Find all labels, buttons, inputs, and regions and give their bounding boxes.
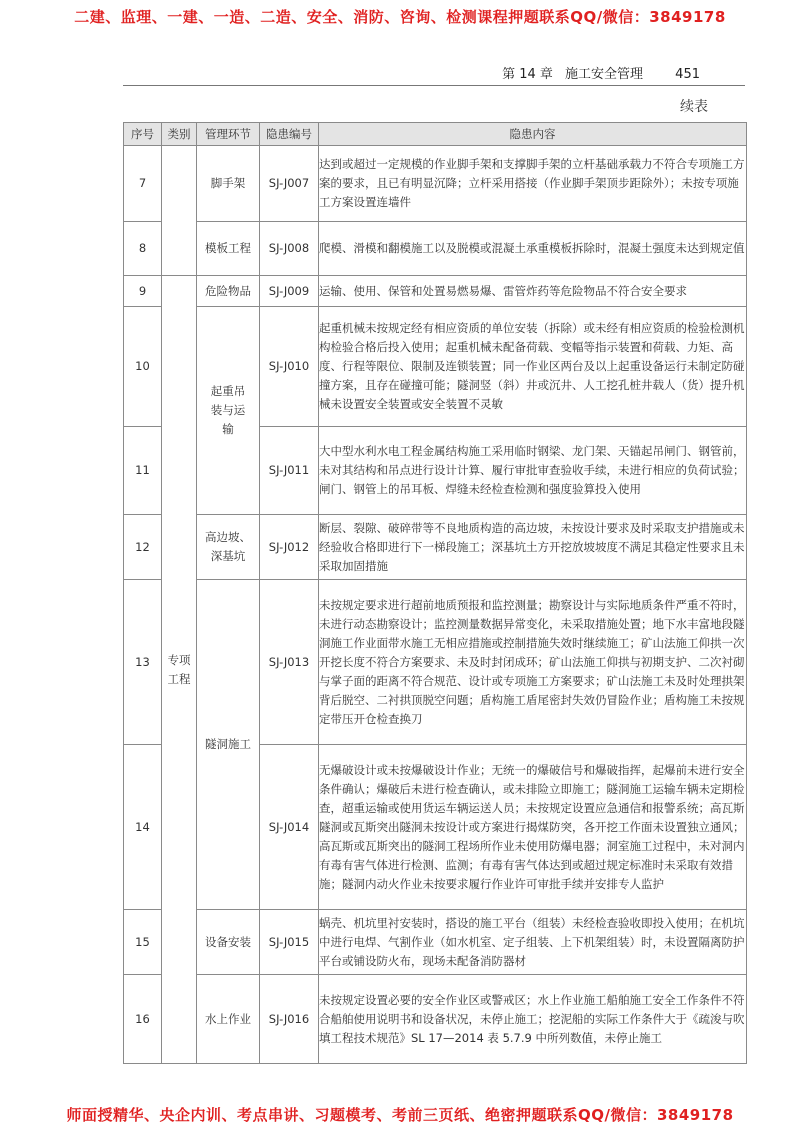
header-category: 类别 [162, 123, 197, 146]
row-code: SJ-J010 [260, 307, 319, 427]
row-content: 起重机械未按规定经有相应资质的单位安装（拆除）或未经有相应资质的检验检测机构检验合格后投入使用；起重机械未配备荷载、变幅等指示装置和荷载、力矩、高度、行程等限位、限制及连锁装置；同一作业区两台及以上起重设备运行未制定防碰撞方案，且存在碰撞可能；隧洞竖（斜）井或沉井、人工挖孔桩井载人（货）提升机械未设置安全装置或安全装置不灵敏 [319, 307, 747, 427]
row-code: SJ-J014 [260, 745, 319, 910]
row-code: SJ-J015 [260, 910, 319, 975]
row-no: 16 [124, 975, 162, 1064]
row-stage: 模板工程 [197, 222, 260, 276]
row-stage: 设备安装 [197, 910, 260, 975]
table-row [124, 307, 747, 427]
row-content: 断层、裂隙、破碎带等不良地质构造的高边坡，未按设计要求及时采取支护措施或未经验收合格即进行下一梯段施工；深基坑土方开挖放坡坡度不满足其稳定性要求且未采取加固措施 [319, 515, 747, 580]
chapter-topic: 施工安全管理 [565, 67, 644, 82]
row-code: SJ-J011 [260, 427, 319, 515]
row-no: 7 [124, 146, 162, 222]
table-row [124, 222, 747, 276]
row-content: 未按规定要求进行超前地质预报和监控测量；勘察设计与实际地质条件严重不符时，未进行动态勘察设计；监控测量数据异常变化，未采取措施处置；地下水丰富地段隧洞施工作业面带水施工无相应措施或控制措施失效时继续施工；矿山法施工仰拱一次开挖长度不符合方案要求、未及时封闭成环；矿山法施工仰拱与初期支护、二次衬砌与掌子面的距离不符合规范、设计或专项施工方案要求；矿山法施工未及时处理拱架背后脱空、二衬拱顶脱空问题；盾构施工盾尾密封失效仍冒险作业；盾构施工未按规定带压开仓检查换刀 [319, 580, 747, 745]
row-no: 10 [124, 307, 162, 427]
row-stage-merged [197, 307, 260, 515]
row-no: 9 [124, 276, 162, 307]
row-code: SJ-J009 [260, 276, 319, 307]
header-stage: 管理环节 [197, 123, 260, 146]
page-number: 451 [675, 67, 700, 82]
row-stage-merged: 隧洞施工 [197, 580, 260, 910]
row-stage-cell [197, 515, 260, 580]
table-row [124, 580, 747, 745]
table-row [124, 975, 747, 1064]
table-row [124, 515, 747, 580]
row-content: 达到或超过一定规模的作业脚手架和支撑脚手架的立杆基础承载力不符合专项施工方案的要求，且已有明显沉降；立杆采用搭接（作业脚手架顶步距除外）；未按专项施工方案设置连墙件 [319, 146, 747, 222]
hazard-table [123, 122, 747, 1064]
row-stage: 脚手架 [197, 146, 260, 222]
running-header [502, 63, 700, 82]
header-code: 隐患编号 [260, 123, 319, 146]
row-no: 14 [124, 745, 162, 910]
row-content: 无爆破设计或未按爆破设计作业；无统一的爆破信号和爆破指挥，起爆前未进行安全条件确认；爆破后未进行检查确认，或未排险立即施工；隧洞施工运输车辆未定期检查，超重运输或使用货运车辆运送人员；未按规定设置应急通信和报警系统；高瓦斯隧洞或瓦斯突出隧洞未按设计或方案进行揭煤防突，各开挖工作面未设置独立通风；高瓦斯或瓦斯突出的隧洞工程场所作业未使用防爆电器；洞室施工过程中，未对洞内有毒有害气体进行检测、监测；有毒有害气体达到或超过规定标准时未采取有效措施；隧洞内动火作业未按要求履行作业许可审批手续并安排专人监护 [319, 745, 747, 910]
row-content: 大中型水利水电工程金属结构施工采用临时钢梁、龙门架、天锚起吊闸门、钢管前，未对其结构和吊点进行设计计算、履行审批审查验收手续，未进行相应的负荷试验；闸门、钢管上的吊耳板、焊缝未经检查检测和强度验算投入使用 [319, 427, 747, 515]
row-content: 未按规定设置必要的安全作业区或警戒区；水上作业施工船舶施工安全工作条件不符合船舶使用说明书和设备状况，未停止施工；挖泥船的实际工作条件大于《疏浚与吹填工程技术规范》SL 17—2014 表 5.7.9 中所列数值，未停止施工 [319, 975, 747, 1064]
header-content: 隐患内容 [319, 123, 747, 146]
row-no: 11 [124, 427, 162, 515]
table-header-row [124, 123, 747, 146]
category-label: 专项工程 [167, 652, 191, 686]
row-code: SJ-J016 [260, 975, 319, 1064]
table-row [124, 276, 747, 307]
category-cell [162, 276, 197, 1064]
row-code: SJ-J007 [260, 146, 319, 222]
continued-label: 续表 [680, 99, 708, 115]
table-row [124, 910, 747, 975]
bottom-promo-banner: 师面授精华、央企内训、考点串讲、习题模考、考前三页纸、绝密押题联系QQ/微信：3849178 [66, 1106, 734, 1124]
row-content: 运输、使用、保管和处置易燃易爆、雷管炸药等危险物品不符合安全要求 [319, 276, 747, 307]
row-code: SJ-J013 [260, 580, 319, 745]
row-content: 蜗壳、机坑里衬安装时，搭设的施工平台（组装）未经检查验收即投入使用；在机坑中进行电焊、气割作业（如水机室、定子组装、上下机架组装）时，未设置隔离防护平台或铺设防火布，现场未配备消防器材 [319, 910, 747, 975]
row-code: SJ-J008 [260, 222, 319, 276]
category-blank-cell [162, 146, 197, 276]
header-no: 序号 [124, 123, 162, 146]
row-stage: 高边坡、深基坑 [205, 530, 251, 563]
row-content: 爬模、滑模和翻模施工以及脱模或混凝土承重模板拆除时，混凝土强度未达到规定值 [319, 222, 747, 276]
top-promo-banner: 二建、监理、一建、一造、二造、安全、消防、咨询、检测课程押题联系QQ/微信：3849178 [74, 8, 726, 26]
row-no: 15 [124, 910, 162, 975]
header-rule [123, 85, 745, 86]
table-row [124, 146, 747, 222]
row-stage: 起重吊装与运输 [210, 384, 246, 436]
row-no: 13 [124, 580, 162, 745]
row-stage: 水上作业 [197, 975, 260, 1064]
row-no: 8 [124, 222, 162, 276]
row-code: SJ-J012 [260, 515, 319, 580]
row-no: 12 [124, 515, 162, 580]
chapter-label: 第 14 章 [502, 67, 553, 82]
row-stage: 危险物品 [197, 276, 260, 307]
